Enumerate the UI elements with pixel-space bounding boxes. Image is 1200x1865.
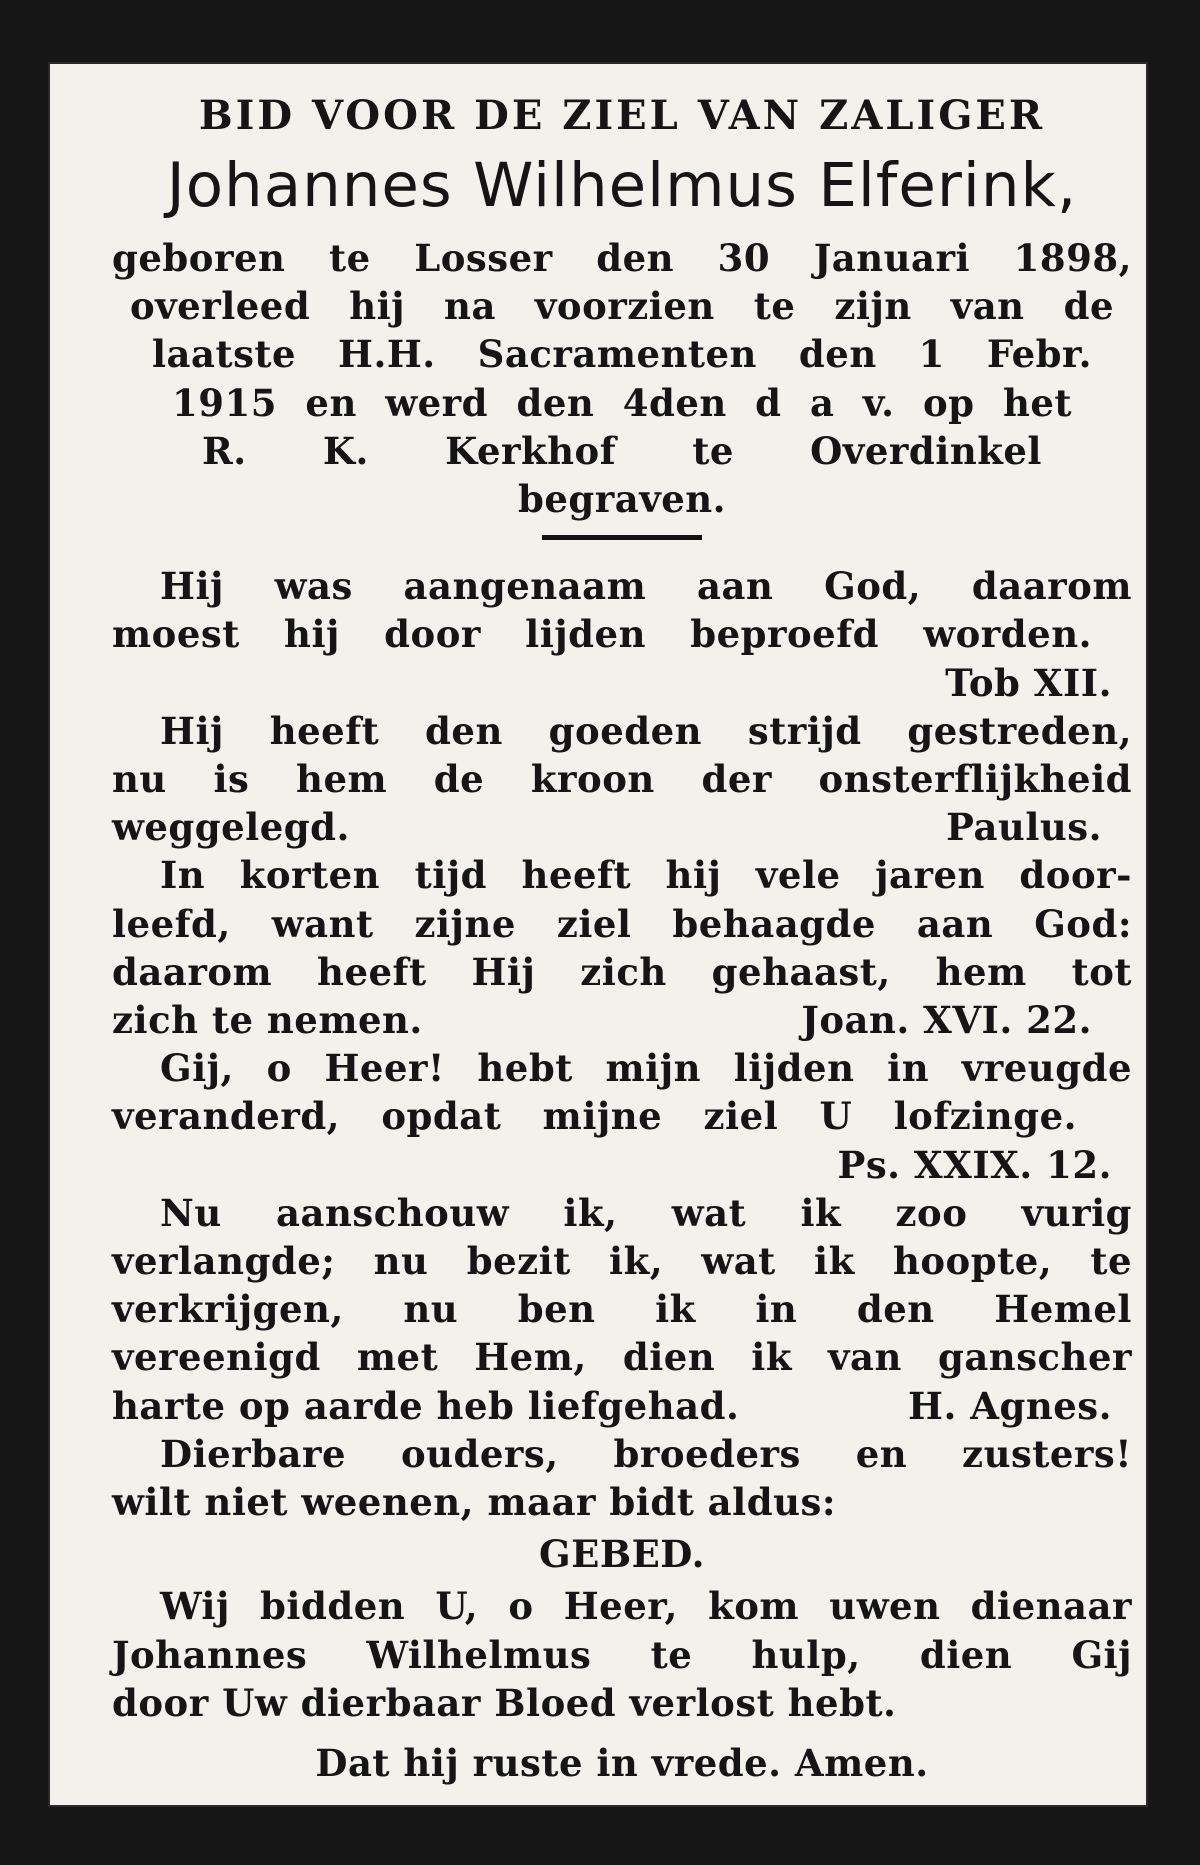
card-header: BID VOOR DE ZIEL VAN ZALIGER	[198, 92, 1046, 139]
quote-last-row	[112, 996, 1132, 1044]
quote-line: weggelegd.	[112, 805, 350, 850]
quote-line: zich te nemen.	[112, 998, 423, 1043]
prayer	[112, 1582, 1132, 1727]
quote-line: daarom heeft Hij zich gehaast, hem tot	[112, 949, 1132, 994]
quote-joan	[112, 851, 1132, 1044]
prayer-line: Johannes Wilhelmus te hulp, dien Gij	[112, 1632, 1132, 1677]
biography-line: 1915 en werd den 4den d a v. op het	[172, 380, 1072, 425]
prayer-line: Wij bidden U, o Heer, kom uwen dienaar	[160, 1584, 1132, 1629]
quote-line: Nu aanschouw ik, wat ik zoo vurig	[160, 1190, 1132, 1235]
quote-line: nu is hem de kroon der onsterflijkheid	[112, 757, 1132, 802]
prayer-title: GEBED.	[539, 1532, 705, 1577]
quote-line: vereenigd met Hem, dien ik van ganscher	[112, 1335, 1132, 1380]
quote-source: Joan. XVI. 22.	[801, 998, 1092, 1043]
prayer-line: door Uw dierbaar Bloed verlost hebt.	[112, 1680, 897, 1725]
quote-line: verlangde; nu bezit ik, wat ik hoopte, te	[112, 1239, 1132, 1284]
memorial-card	[48, 62, 1148, 1807]
deceased-name: Johannes Wilhelmus Elferink,	[166, 150, 1078, 221]
biography-line: begraven.	[517, 477, 727, 522]
quote-line: leefd, want zijne ziel behaagde aan God:	[112, 901, 1132, 946]
closing-line: Dat hij ruste in vrede. Amen.	[315, 1741, 929, 1786]
biography-line: R. K. Kerkhof te Overdinkel	[202, 428, 1042, 473]
quote-line: veranderd, opdat mijne ziel U lofzinge.	[112, 1094, 1077, 1139]
quote-line: moest hij door lijden beproefd worden.	[112, 612, 1092, 657]
exhortation-line: wilt niet weenen, maar bidt aldus:	[112, 1480, 836, 1525]
biography-line: laatste H.H. Sacramenten den 1 Febr.	[152, 332, 1092, 377]
biography-line: overleed hij na voorzien te zijn van de	[130, 284, 1114, 329]
card-text	[112, 88, 1132, 1787]
quote-source: Paulus.	[946, 805, 1102, 850]
quote-tob	[112, 562, 1132, 707]
exhortation-line: Dierbare ouders, broeders en zusters!	[160, 1431, 1132, 1476]
quote-source: H. Agnes.	[908, 1383, 1112, 1428]
quote-last-row	[112, 803, 1132, 851]
quote-line: Hij heeft den goeden strijd gestreden,	[160, 708, 1132, 753]
quote-line: harte op aarde heb liefgehad.	[112, 1383, 740, 1428]
divider-rule	[542, 535, 702, 540]
exhortation	[112, 1430, 1132, 1526]
biography	[112, 234, 1132, 523]
quote-source: Tob XII.	[945, 660, 1112, 705]
biography-line: geboren te Losser den 30 Januari 1898,	[112, 236, 1132, 280]
quote-last-row	[112, 1382, 1132, 1430]
quote-agnes	[112, 1189, 1132, 1430]
quote-line: Gij, o Heer! hebt mijn lijden in vreugde	[160, 1046, 1132, 1091]
quote-line: In korten tijd heeft hij vele jaren door-	[160, 853, 1132, 898]
quote-ps	[112, 1044, 1132, 1189]
quote-paulus	[112, 707, 1132, 852]
quote-line: verkrijgen, nu ben ik in den Hemel	[112, 1287, 1132, 1332]
quote-line: Hij was aangenaam aan God, daarom	[160, 564, 1132, 609]
quote-source: Ps. XXIX. 12.	[837, 1142, 1112, 1187]
